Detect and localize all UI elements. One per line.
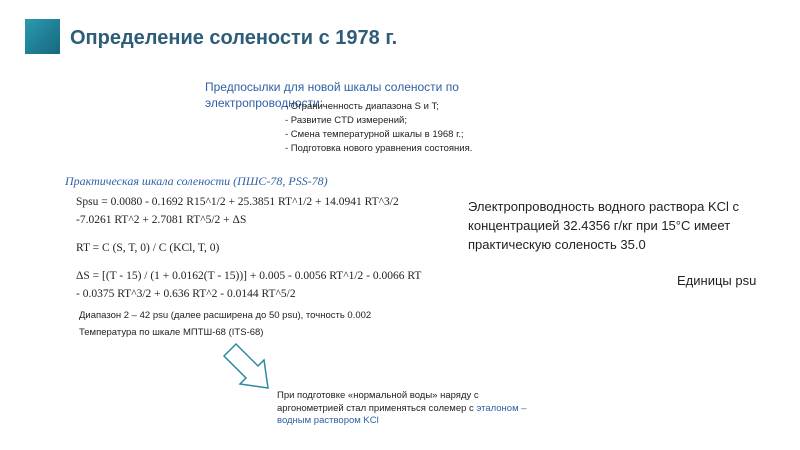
formula-line: -7.0261 RT^2 + 2.7081 RT^5/2 + ΔS [76, 214, 247, 226]
bullet-item: - Развитие CTD измерений; [285, 115, 407, 126]
formula-line: ΔS = [(T - 15) / (1 + 0.0162(T - 15))] + 0.005 - 0.0056 RT^1/2 - 0.0066 RT [76, 270, 422, 282]
bullet-item: - Ограниченность диапазона S и T; [285, 101, 439, 112]
subtitle: Предпосылки для новой шкалы солености по электропроводности: [205, 80, 459, 110]
bottom-note [277, 390, 537, 428]
bottom-note-text: При подготовке «нормальной воды» наряду с аргонометрией стал применяться солемер с [277, 390, 479, 414]
formula-line: - 0.0375 RT^3/2 + 0.636 RT^2 - 0.0144 RT^5/2 [76, 288, 296, 300]
accent-square [25, 19, 60, 54]
kcl-definition: Электропроводность водного раствора KCl с концентрацией 32.4356 г/кг при 15°C имеет практическую соленость 35.0 [468, 199, 740, 252]
slide-title: Определение солености с 1978 г. [70, 27, 398, 49]
down-right-arrow-icon [222, 340, 282, 400]
bullet-item: - Подготовка нового уравнения состояния. [285, 143, 473, 154]
pss-heading: Практическая шкала солености (ПШС-78, PSS-78) [65, 174, 328, 188]
bottom-note-highlight: эталоном – водным раствором KCl [277, 402, 527, 426]
temperature-note: Температура по шкале МПТШ-68 (ITS-68) [79, 327, 264, 338]
bullet-list [285, 100, 472, 156]
formula-line: Spsu = 0.0080 - 0.1692 R15^1/2 + 25.3851 RT^1/2 + 14.0941 RT^3/2 [76, 196, 399, 208]
units-label: Единицы psu [677, 273, 757, 288]
range-note: Диапазон 2 – 42 psu (далее расширена до 50 psu), точность 0.002 [79, 310, 372, 321]
formula-line: RT = C (S, T, 0) / C (KCl, T, 0) [76, 242, 220, 254]
bullet-item: - Смена температурной шкалы в 1968 г.; [285, 129, 464, 140]
